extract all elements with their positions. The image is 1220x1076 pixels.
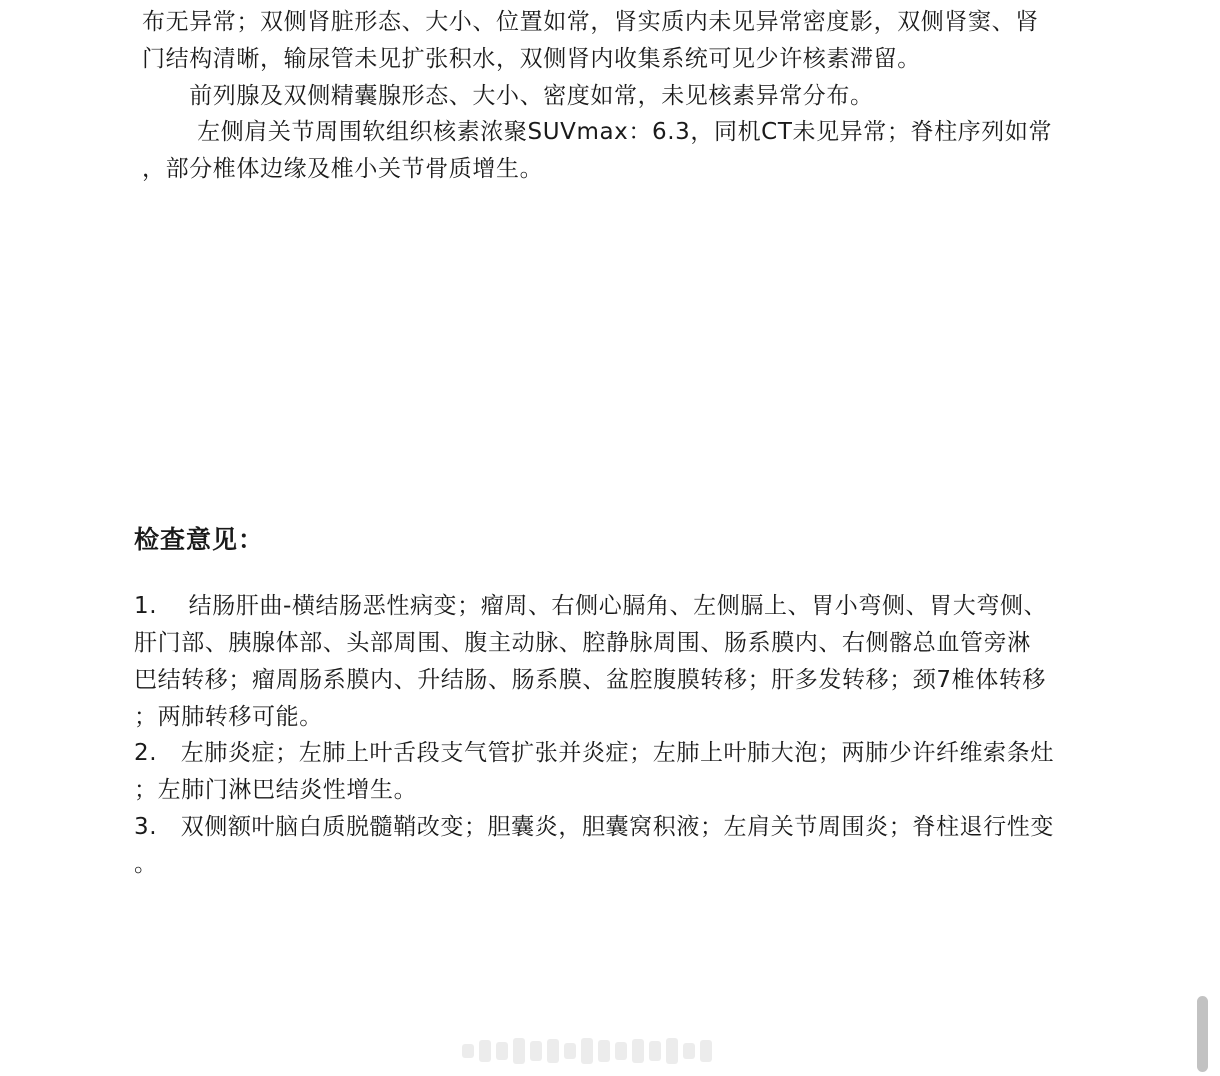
opinion-line: 肝门部、胰腺体部、头部周围、腹主动脉、腔静脉周围、肠系膜内、右侧髂总血管旁淋 — [134, 630, 1031, 656]
scrollbar-thumb[interactable] — [1197, 996, 1208, 1072]
findings-line: 前列腺及双侧精囊腺形态、大小、密度如常，未见核素异常分布。 — [142, 83, 874, 109]
opinion-line: ；两肺转移可能。 — [134, 704, 323, 730]
opinion-line: 3. 双侧额叶脑白质脱髓鞘改变；胆囊炎，胆囊窝积液；左肩关节周围炎；脊柱退行性变 — [134, 814, 1054, 840]
findings-line: 左侧肩关节周围软组织核素浓聚SUVmax：6.3，同机CT未见异常；脊柱序列如常 — [142, 119, 1053, 145]
faded-watermark — [462, 1036, 762, 1066]
opinion-line: 2. 左肺炎症；左肺上叶舌段支气管扩张并炎症；左肺上叶肺大泡；两肺少许纤维索条灶 — [134, 740, 1054, 766]
findings-line: 门结构清晰，输尿管未见扩张积水，双侧肾内收集系统可见少许核素滞留。 — [142, 46, 921, 72]
opinion-line: ；左肺门淋巴结炎性增生。 — [134, 777, 418, 803]
opinion-line: 。 — [134, 851, 158, 877]
opinion-line: 巴结转移；瘤周肠系膜内、升结肠、肠系膜、盆腔腹膜转移；肝多发转移；颈7椎体转移 — [134, 667, 1047, 693]
findings-line: 布无异常；双侧肾脏形态、大小、位置如常，肾实质内未见异常密度影，双侧肾窦、肾 — [142, 9, 1039, 35]
findings-line: ，部分椎体边缘及椎小关节骨质增生。 — [142, 156, 544, 182]
opinion-line: 1. 结肠肝曲-横结肠恶性病变；瘤周、右侧心膈角、左侧膈上、胃小弯侧、胃大弯侧、 — [134, 593, 1048, 619]
opinion-heading: 检查意见： — [134, 525, 265, 554]
